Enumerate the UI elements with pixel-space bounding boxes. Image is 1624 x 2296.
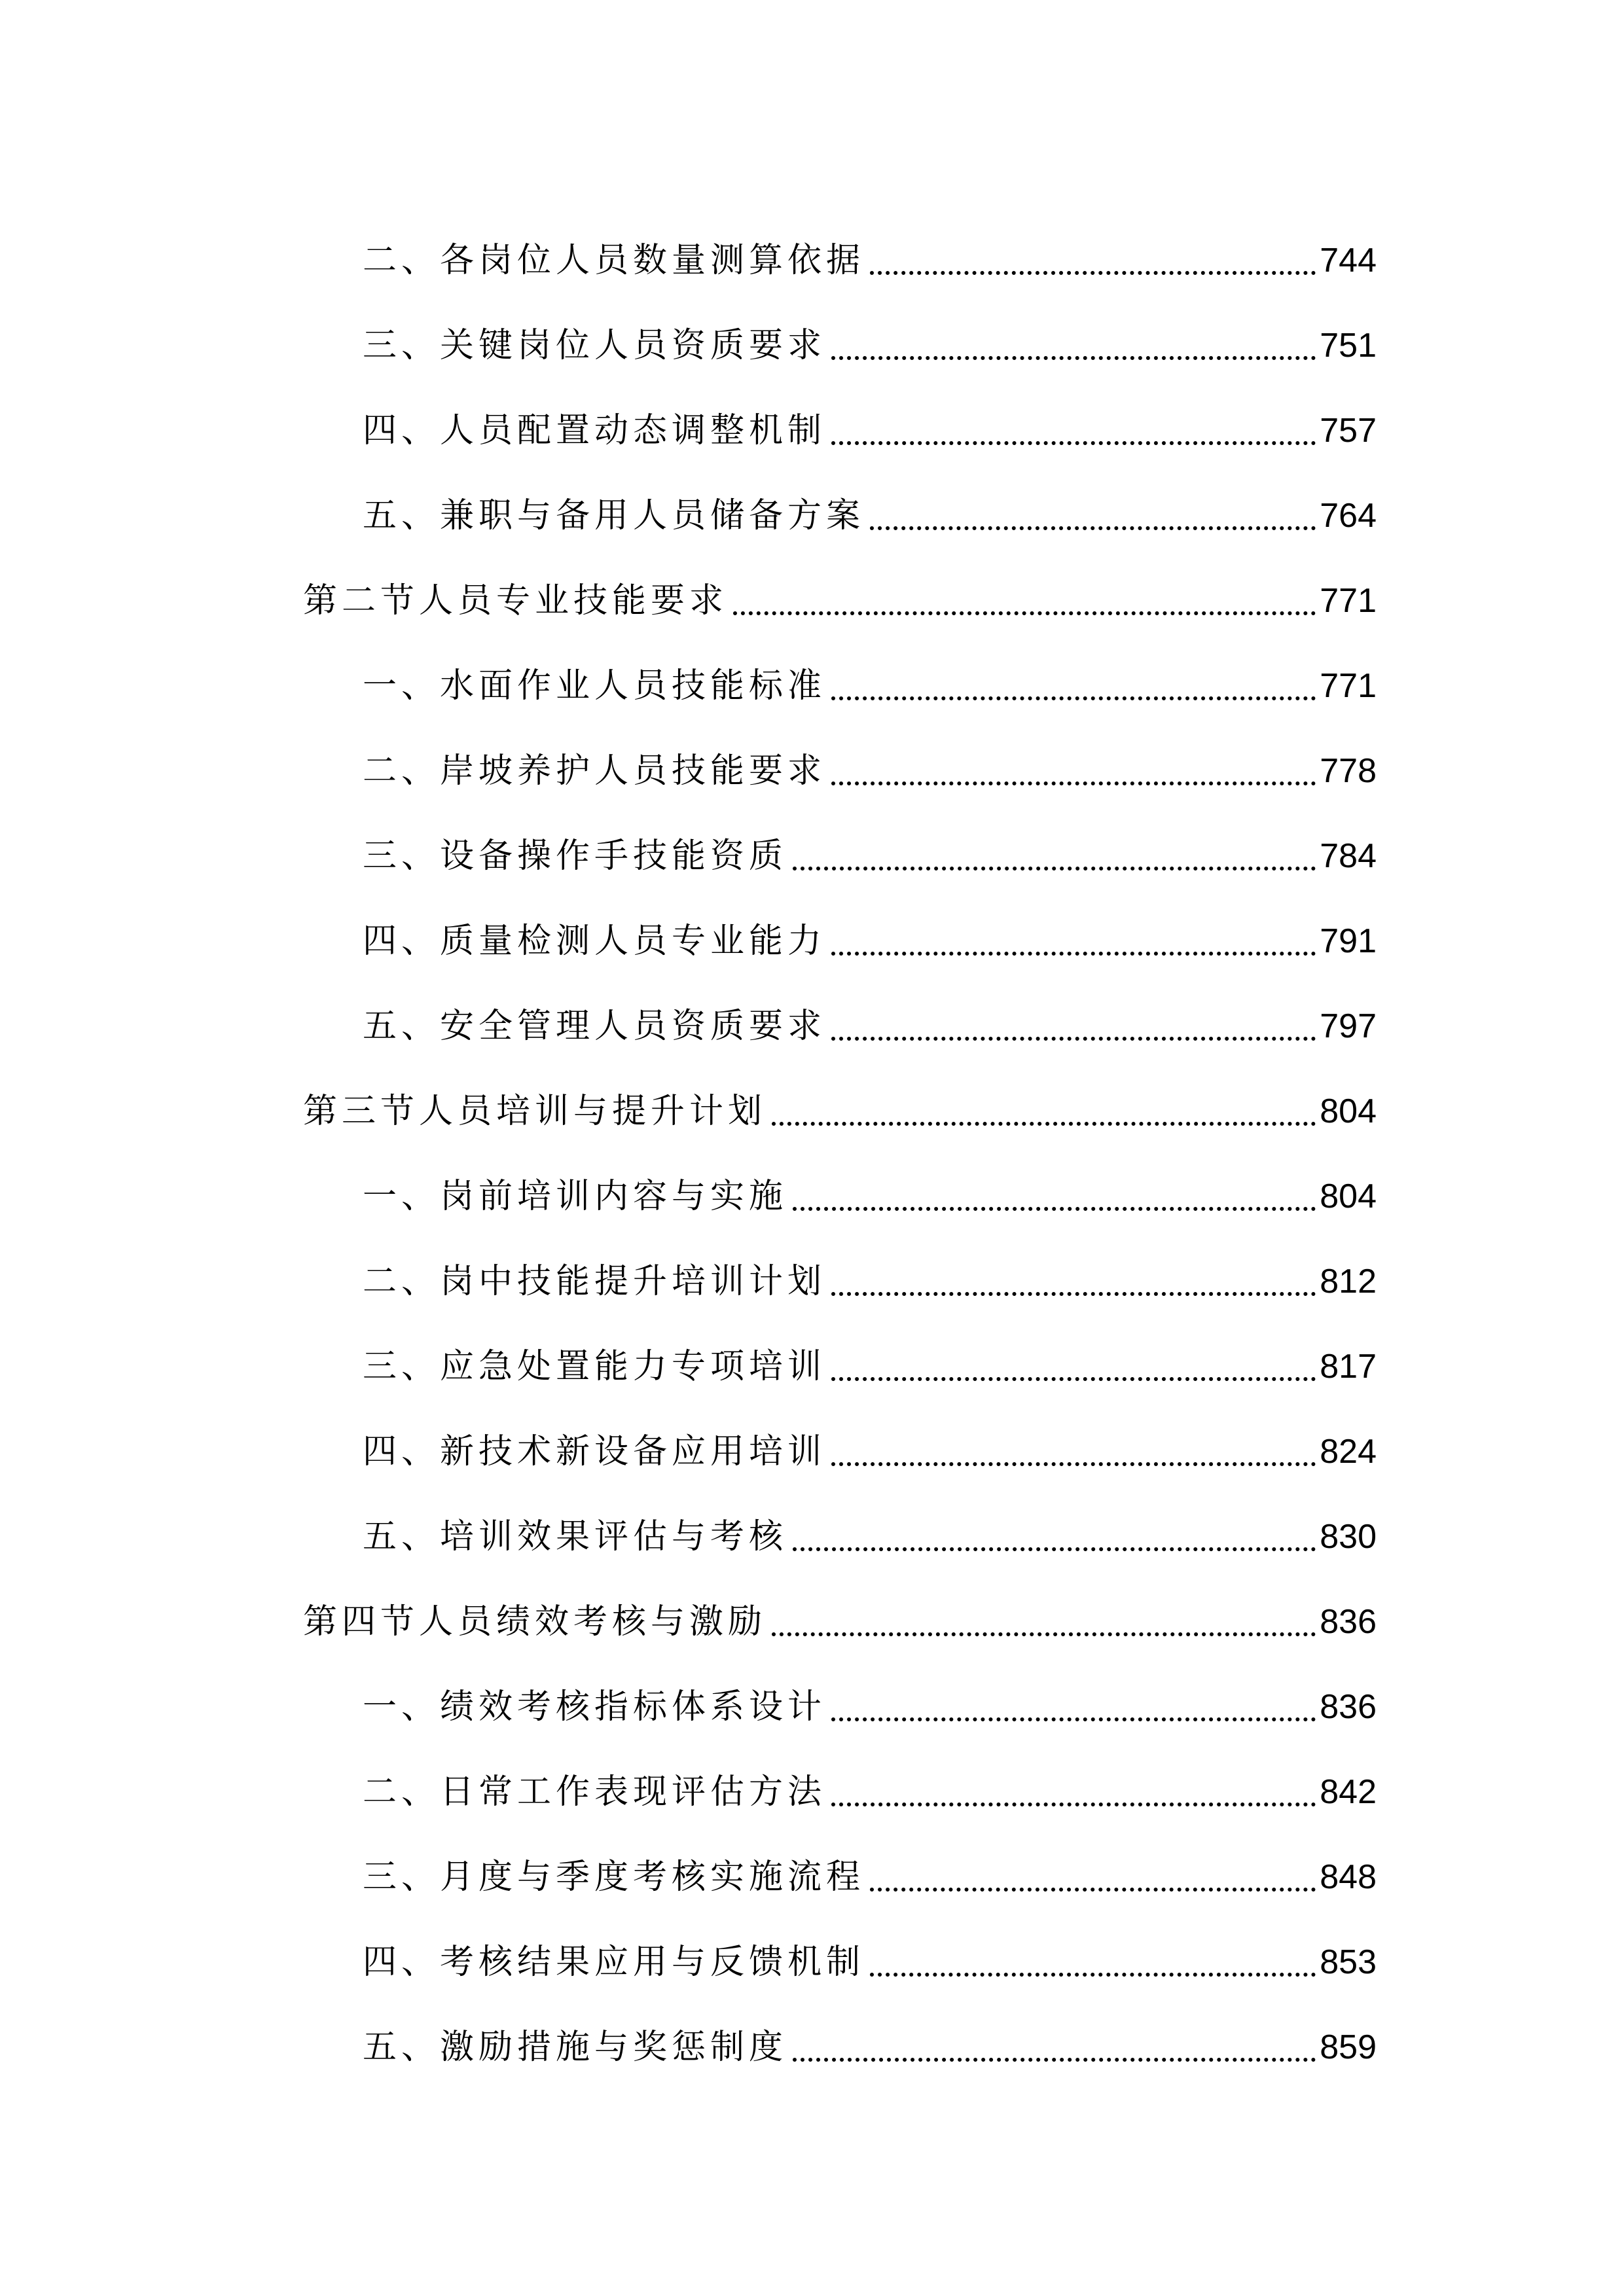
dot-leader: [831, 356, 1316, 360]
toc-entry-title: 二、岸坡养护人员技能要求: [363, 751, 827, 791]
toc-page-number: 764: [1320, 497, 1377, 535]
toc-section-entry[interactable]: [303, 550, 1377, 635]
dot-leader: [831, 952, 1316, 956]
toc-subsection-entry[interactable]: [303, 1486, 1377, 1571]
dot-leader: [831, 1377, 1316, 1381]
toc-page-number: 817: [1320, 1348, 1377, 1386]
dot-leader: [831, 1717, 1316, 1721]
toc-entry-title: 一、岗前培训内容与实施: [363, 1177, 788, 1216]
toc-subsection-entry[interactable]: [303, 1826, 1377, 1911]
dot-leader: [772, 1122, 1316, 1126]
toc-entry-title: 二、岗中技能提升培训计划: [363, 1262, 827, 1301]
toc-page-number: 824: [1320, 1433, 1377, 1471]
toc-entry-title: 二、各岗位人员数量测算依据: [363, 241, 865, 280]
toc-section-entry[interactable]: [303, 1060, 1377, 1145]
toc-subsection-entry[interactable]: [303, 975, 1377, 1060]
toc-page-number: 744: [1320, 242, 1377, 279]
toc-subsection-entry[interactable]: [303, 1316, 1377, 1401]
dot-leader: [831, 781, 1316, 785]
toc-entry-title: 五、安全管理人员资质要求: [363, 1007, 827, 1046]
toc-subsection-entry[interactable]: [303, 465, 1377, 550]
dot-leader: [831, 1292, 1316, 1296]
toc-subsection-entry[interactable]: [303, 1996, 1377, 2081]
toc-section-entry[interactable]: [303, 1571, 1377, 1656]
toc-subsection-entry[interactable]: [303, 1145, 1377, 1230]
toc-entry-title: 一、水面作业人员技能标准: [363, 666, 827, 706]
toc-subsection-entry[interactable]: [303, 380, 1377, 465]
toc-page-number: 842: [1320, 1773, 1377, 1811]
dot-leader: [831, 1037, 1316, 1041]
dot-leader: [870, 1888, 1316, 1892]
toc-page-number: 771: [1320, 582, 1377, 620]
toc-entry-title: 四、质量检测人员专业能力: [363, 922, 827, 961]
toc-page-number: 830: [1320, 1518, 1377, 1556]
toc-entry-title: 五、兼职与备用人员储备方案: [363, 496, 865, 535]
toc-entry-title: 五、激励措施与奖惩制度: [363, 2028, 788, 2067]
toc-page-number: 812: [1320, 1263, 1377, 1300]
toc-entry-title: 三、月度与季度考核实施流程: [363, 1857, 865, 1897]
dot-leader: [870, 271, 1316, 275]
toc-entry-title: 第三节人员培训与提升计划: [303, 1092, 767, 1131]
toc-subsection-entry[interactable]: [303, 1401, 1377, 1486]
toc-page-number: 751: [1320, 327, 1377, 365]
toc-page-number: 757: [1320, 412, 1377, 450]
dot-leader: [831, 441, 1316, 445]
toc-subsection-entry[interactable]: [303, 295, 1377, 380]
toc-subsection-entry[interactable]: [303, 1230, 1377, 1316]
toc-subsection-entry[interactable]: [303, 635, 1377, 720]
toc-entry-title: 三、应急处置能力专项培训: [363, 1347, 827, 1386]
toc-entry-title: 四、新技术新设备应用培训: [363, 1432, 827, 1471]
toc-entry-title: 四、人员配置动态调整机制: [363, 411, 827, 450]
dot-leader: [793, 1547, 1316, 1551]
toc-entry-title: 四、考核结果应用与反馈机制: [363, 1943, 865, 1982]
dot-leader: [793, 2058, 1316, 2062]
dot-leader: [793, 1207, 1316, 1211]
toc-entry-title: 第四节人员绩效考核与激励: [303, 1602, 767, 1641]
toc-subsection-entry[interactable]: [303, 805, 1377, 890]
toc-page-number: 836: [1320, 1688, 1377, 1726]
toc-page-number: 848: [1320, 1858, 1377, 1896]
toc-page-number: 797: [1320, 1007, 1377, 1045]
toc-page-number: 804: [1320, 1092, 1377, 1130]
dot-leader: [772, 1632, 1316, 1636]
dot-leader: [831, 696, 1316, 700]
dot-leader: [870, 1973, 1316, 1977]
toc-page-number: 778: [1320, 752, 1377, 790]
dot-leader: [793, 867, 1316, 870]
toc-page-number: 853: [1320, 1943, 1377, 1981]
toc-subsection-entry[interactable]: [303, 720, 1377, 805]
toc-entry-title: 五、培训效果评估与考核: [363, 1517, 788, 1556]
toc-subsection-entry[interactable]: [303, 1911, 1377, 1996]
toc-entry-title: 三、关键岗位人员资质要求: [363, 326, 827, 365]
toc-page-number: 859: [1320, 2028, 1377, 2066]
dot-leader: [870, 526, 1316, 530]
toc-subsection-entry[interactable]: [303, 1741, 1377, 1826]
toc-page-number: 771: [1320, 667, 1377, 705]
toc-entry-title: 三、设备操作手技能资质: [363, 836, 788, 876]
toc-page-number: 784: [1320, 837, 1377, 875]
dot-leader: [831, 1462, 1316, 1466]
table-of-contents: [303, 209, 1377, 2081]
toc-page-number: 804: [1320, 1177, 1377, 1215]
toc-subsection-entry[interactable]: [303, 890, 1377, 975]
toc-subsection-entry[interactable]: [303, 1656, 1377, 1741]
toc-subsection-entry[interactable]: [303, 209, 1377, 295]
toc-entry-title: 第二节人员专业技能要求: [303, 581, 729, 620]
dot-leader: [831, 1803, 1316, 1806]
toc-page-number: 836: [1320, 1603, 1377, 1641]
toc-page-number: 791: [1320, 922, 1377, 960]
toc-entry-title: 二、日常工作表现评估方法: [363, 1772, 827, 1812]
toc-entry-title: 一、绩效考核指标体系设计: [363, 1687, 827, 1727]
dot-leader: [733, 611, 1316, 615]
